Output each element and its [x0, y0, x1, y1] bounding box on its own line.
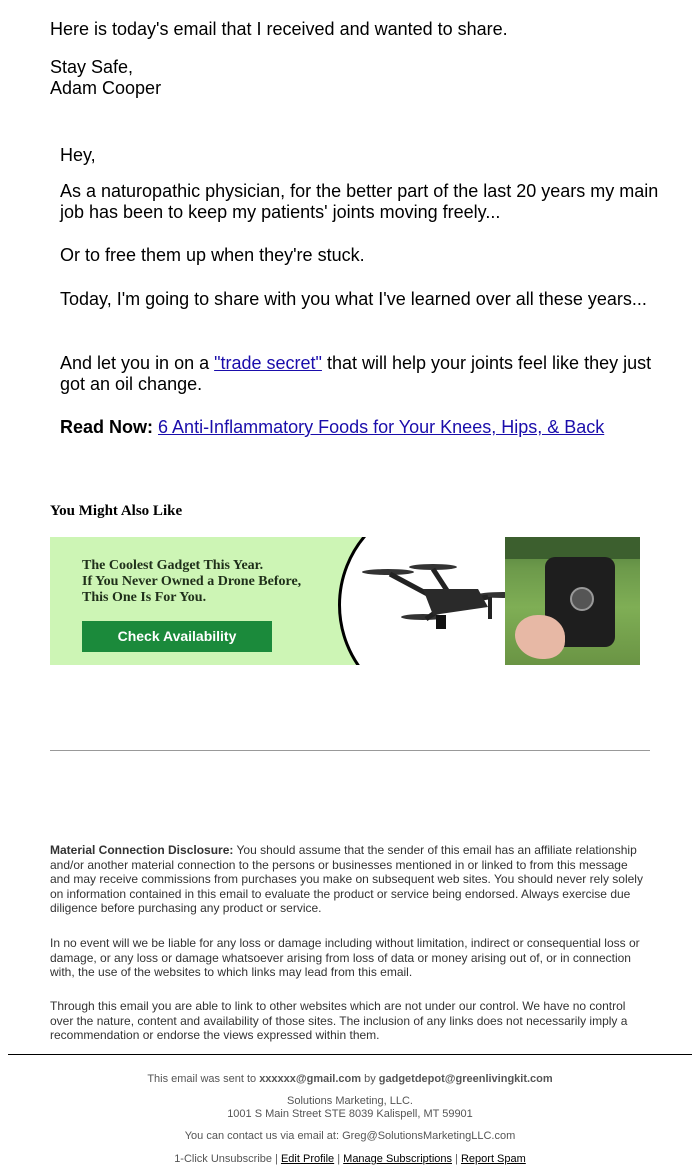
ad-line-1: The Coolest Gadget This Year.	[82, 558, 264, 573]
sender-email: gadgetdepot@greenlivingkit.com	[378, 1073, 553, 1085]
trade-secret-link[interactable]: "trade secret"	[214, 353, 322, 373]
paragraph-4	[60, 353, 660, 395]
contact-line: You can contact us via email at: Greg@SolutionsMarketingLLC.com	[184, 1130, 516, 1142]
signoff: Stay Safe,	[50, 57, 134, 77]
footer-links	[0, 1153, 700, 1166]
also-like-heading: You Might Also Like	[50, 503, 183, 519]
divider	[50, 750, 650, 751]
check-availability-button[interactable]: Check Availability	[82, 621, 272, 652]
sent-by: by	[361, 1073, 379, 1085]
drone-ad-banner[interactable]	[50, 537, 640, 665]
paragraph-4-text-after: that will help your joints feel like they just got an oil change.	[60, 353, 652, 394]
drone-photo	[505, 537, 640, 665]
sender-name: Adam Cooper	[50, 78, 162, 98]
ad-line-2: If You Never Owned a Drone Before,	[82, 574, 302, 589]
edit-profile-link[interactable]: Edit Profile	[280, 1153, 335, 1165]
ad-line-3: This One Is For You.	[82, 590, 207, 605]
camera-lens-icon	[570, 587, 594, 611]
read-now-link[interactable]: 6 Anti-Inflammatory Foods for Your Knees, Hips, & Back	[158, 417, 605, 437]
disclosure-text-1: You should assume that the sender of this email has an affiliate relationship and/or another material connection to the persons or businesses mentioned in or linked to from this message and may receive commissions from purchases you make on subsequent web sites. You should never rely solely on information contained in this email to evaluate the product or service being endorsed. Always exercise due diligence before purchasing any product or service.	[50, 843, 643, 916]
separator: |	[452, 1153, 461, 1165]
disclosure-paragraph-3: Through this email you are able to link to other websites which are not under our control. We have no control over the nature, content and availability of those sites. The inclusion of any links does not necessarily imply a recommendation or endorse the views expressed within them.	[50, 999, 628, 1043]
hand-image	[515, 615, 565, 659]
disclosure-label: Material Connection Disclosure:	[50, 843, 234, 857]
intro-line: Here is today's email that I received and wanted to share.	[50, 19, 508, 39]
disclosure-paragraph-1	[50, 843, 650, 916]
one-click-unsubscribe: 1-Click Unsubscribe |	[174, 1153, 281, 1165]
separator: |	[334, 1153, 344, 1165]
paragraph-4-text-before: And let you in on a	[60, 353, 215, 373]
disclosure-paragraph-2: In no event will we be liable for any loss or damage including without limitation, indirect or consequential loss or damage, or any loss or damage whatsoever arising from loss of data or money arising out of, or in connection with, the use of the websites to which links may lead from this email.	[50, 936, 640, 980]
manage-subscriptions-link[interactable]: Manage Subscriptions	[343, 1153, 452, 1165]
sent-to-line	[0, 1073, 700, 1086]
company-address: 1001 S Main Street STE 8039 Kalispell, MT 59901	[227, 1108, 473, 1120]
ad-copy	[82, 558, 301, 606]
company-name: Solutions Marketing, LLC.	[287, 1095, 413, 1107]
recipient-email: xxxxxx@gmail.com	[259, 1073, 362, 1085]
read-now	[60, 417, 660, 438]
report-spam-link[interactable]: Report Spam	[460, 1153, 526, 1165]
footer-divider	[8, 1054, 692, 1055]
paragraph-2: Or to free them up when they're stuck.	[60, 245, 365, 265]
read-now-label: Read Now:	[60, 417, 154, 437]
paragraph-3: Today, I'm going to share with you what I've learned over all these years...	[60, 289, 647, 309]
sent-prefix: This email was sent to	[147, 1073, 260, 1085]
greeting: Hey,	[60, 145, 96, 165]
paragraph-1: As a naturopathic physician, for the better part of the last 20 years my main job has been to keep my patients' joints moving freely...	[60, 181, 659, 222]
